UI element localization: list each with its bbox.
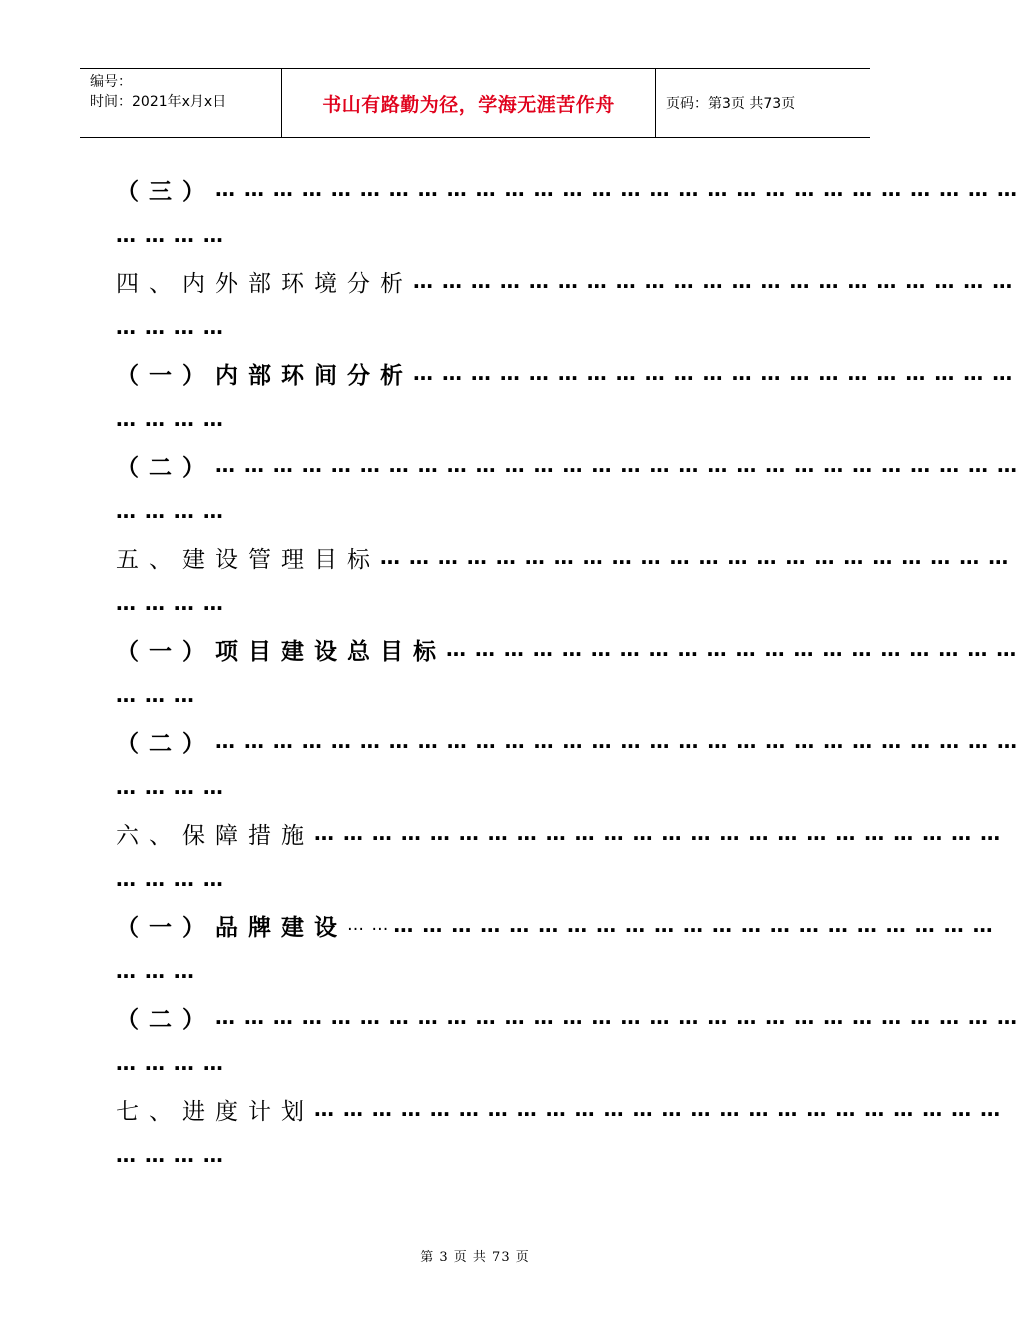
toc-entry-line (116, 994, 1018, 1040)
toc-entry (116, 718, 1018, 810)
toc-entry-leader: … … … … … … … … … … … … … … … … … … … … … … … … … … … … (215, 729, 1018, 753)
toc-entry-line (116, 166, 1018, 212)
toc-entry-line (116, 810, 1002, 856)
toc-entry-label: （二） (116, 730, 215, 757)
toc-entry-leader-continued: … … … … (116, 315, 224, 339)
toc-entry-leader: … … … … … … … … … … … … … … … … … … … … … (393, 913, 994, 937)
toc-entry-leader: … … … … … … … … … … … … … … … … … … … … … (413, 269, 1014, 293)
header-motto-cell (282, 69, 656, 137)
page-footer: 第 3 页 共 73 页 (420, 1250, 530, 1265)
toc-entry-leader: … … … … … … … … … … … … … … … … … … … … (446, 637, 1018, 661)
toc-entry (116, 626, 1018, 718)
toc-entry-line (116, 350, 1014, 396)
page-header (80, 68, 870, 138)
header-page-info: 页码：第3页 共73页 (666, 96, 796, 112)
toc-entry-line (116, 534, 1010, 580)
toc-entry-label: （二） (116, 1006, 215, 1033)
toc-entry-label: （一）品牌建设 (116, 914, 347, 941)
table-of-contents (116, 166, 1018, 1178)
toc-entry-leader-continued: … … … … (116, 867, 224, 891)
toc-entry-line (116, 902, 994, 948)
toc-entry-leader: … … … … … … … … … … … … … … … … … … … … … … … … (314, 821, 1002, 845)
toc-entry-line (116, 442, 1018, 488)
toc-entry (116, 994, 1018, 1086)
header-motto: 书山有路勤为径，学海无涯苦作舟 (322, 93, 615, 116)
toc-entry-leader-continued: … … … … (116, 223, 224, 247)
toc-entry (116, 166, 1018, 258)
toc-entry-label: 六、保障措施 (116, 822, 314, 849)
toc-entry (116, 902, 994, 994)
toc-entry-label: （一）内部环间分析 (116, 362, 413, 389)
toc-entry-leader-continued: … … … … (116, 407, 224, 431)
toc-entry-label: （二） (116, 454, 215, 481)
toc-entry-leader-continued: … … … (116, 683, 195, 707)
toc-entry-leader: … … … … … … … … … … … … … … … … … … … … … … (380, 545, 1010, 569)
time-label: 时间：2021年x月x日 (90, 94, 227, 110)
toc-entry-line (116, 626, 1018, 672)
toc-entry (116, 350, 1014, 442)
toc-entry-leader-continued: … … … … (116, 499, 224, 523)
toc-entry-leader-continued: … … … … (116, 591, 224, 615)
toc-entry-label: 五、建设管理目标 (116, 546, 380, 573)
toc-entry-leader-continued: … … … … (116, 1143, 224, 1167)
toc-entry-leader: … … … … … … … … … … … … … … … … … … … … … … … … … … … … (215, 453, 1018, 477)
toc-entry-leader-light: … … (347, 915, 390, 935)
toc-entry-label: （三） (116, 178, 215, 205)
toc-entry (116, 258, 1014, 350)
toc-entry-leader-continued: … … … (116, 959, 195, 983)
toc-entry-line (116, 1086, 1002, 1132)
toc-entry-leader-continued: … … … … (116, 775, 224, 799)
toc-entry (116, 534, 1010, 626)
toc-entry-line (116, 258, 1014, 304)
toc-entry (116, 1086, 1002, 1178)
toc-entry-leader-continued: … … … … (116, 1051, 224, 1075)
number-label: 编号： (90, 74, 132, 90)
toc-entry-leader: … … … … … … … … … … … … … … … … … … … … … … … … … … … … (215, 1005, 1018, 1029)
header-meta (80, 69, 282, 137)
toc-entry (116, 442, 1018, 534)
toc-entry (116, 810, 1002, 902)
toc-entry-leader: … … … … … … … … … … … … … … … … … … … … … (413, 361, 1014, 385)
toc-entry-leader: … … … … … … … … … … … … … … … … … … … … … … … … … … … … (215, 177, 1018, 201)
toc-entry-label: （一）项目建设总目标 (116, 638, 446, 665)
toc-entry-label: 四、内外部环境分析 (116, 270, 413, 297)
toc-entry-label: 七、进度计划 (116, 1098, 314, 1125)
toc-entry-line (116, 718, 1018, 764)
toc-entry-leader: … … … … … … … … … … … … … … … … … … … … … … … … (314, 1097, 1002, 1121)
